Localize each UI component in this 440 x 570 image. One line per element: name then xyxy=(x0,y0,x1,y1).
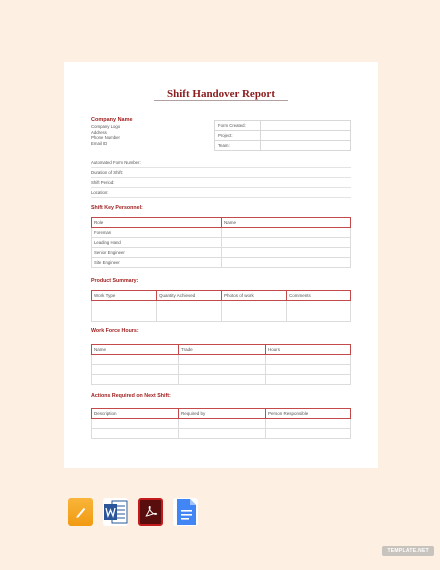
meta-row[interactable] xyxy=(91,178,351,188)
table-cell[interactable] xyxy=(179,355,266,365)
table-cell[interactable] xyxy=(266,365,351,375)
company-line: Email ID xyxy=(91,140,108,146)
form-field-label: Form Created: xyxy=(215,121,261,131)
table-cell[interactable] xyxy=(222,301,287,322)
word-icon[interactable] xyxy=(103,498,128,526)
section-heading-actions: Actions Required on Next Shift: xyxy=(91,393,171,399)
section-heading-product: Product Summary: xyxy=(91,278,139,284)
company-line: Address xyxy=(91,129,107,135)
section-heading-workforce: Work Force Hours: xyxy=(91,328,139,334)
pages-icon[interactable] xyxy=(68,498,93,526)
table-row xyxy=(92,228,351,238)
section-heading-personnel: Shift Key Personnel: xyxy=(91,205,143,211)
table-row xyxy=(92,248,351,258)
table-header: Photos of work xyxy=(222,291,287,301)
table-header: Person Responsible xyxy=(266,409,351,419)
document-page xyxy=(64,62,378,468)
table-cell[interactable] xyxy=(92,375,179,385)
table-cell[interactable] xyxy=(222,248,351,258)
table-row xyxy=(92,301,351,322)
table-cell[interactable] xyxy=(266,355,351,365)
table-row xyxy=(92,429,351,439)
table-cell: Foreman xyxy=(92,228,222,238)
table-header: Role xyxy=(92,218,222,228)
table-row xyxy=(92,258,351,268)
table-cell[interactable] xyxy=(92,301,157,322)
document-title: Shift Handover Report xyxy=(167,88,275,100)
workforce-table xyxy=(91,344,351,385)
table-cell[interactable] xyxy=(92,365,179,375)
meta-row[interactable] xyxy=(91,158,351,168)
google-docs-icon[interactable] xyxy=(173,498,198,526)
product-table xyxy=(91,290,351,322)
table-header: Required by xyxy=(179,409,266,419)
table-row xyxy=(92,365,351,375)
table-cell[interactable] xyxy=(266,429,351,439)
company-name: Company Name xyxy=(91,117,133,123)
table-cell[interactable] xyxy=(222,258,351,268)
form-field-label: Project: xyxy=(215,131,261,141)
table-cell[interactable] xyxy=(92,419,179,429)
meta-label: Duration of Shift: xyxy=(91,170,124,175)
table-cell[interactable] xyxy=(179,365,266,375)
table-cell[interactable] xyxy=(157,301,222,322)
format-icons xyxy=(68,498,198,526)
meta-label: Location: xyxy=(91,190,109,195)
table-header: Hours xyxy=(266,345,351,355)
company-line: Company Logo xyxy=(91,124,121,129)
pdf-icon[interactable] xyxy=(138,498,163,526)
meta-row[interactable] xyxy=(91,188,351,198)
company-line: Phone Number xyxy=(91,135,120,141)
meta-label: Automated Form Number: xyxy=(91,160,141,165)
meta-fields xyxy=(91,158,351,198)
title-underline xyxy=(154,100,288,101)
form-field-value[interactable] xyxy=(261,121,351,131)
company-block xyxy=(91,117,133,146)
table-row xyxy=(92,419,351,429)
meta-label: Shift Period: xyxy=(91,180,115,185)
table-cell[interactable] xyxy=(92,355,179,365)
table-header: Description xyxy=(92,409,179,419)
form-info-table xyxy=(214,120,351,151)
actions-table xyxy=(91,408,351,439)
table-cell: Senior Engineer xyxy=(92,248,222,258)
form-field-value[interactable] xyxy=(261,131,351,141)
table-cell[interactable] xyxy=(266,419,351,429)
table-row xyxy=(92,355,351,365)
table-header: Comments xyxy=(287,291,351,301)
table-header: Name xyxy=(222,218,351,228)
table-cell[interactable] xyxy=(266,375,351,385)
personnel-table xyxy=(91,217,351,268)
table-row xyxy=(92,375,351,385)
watermark-badge: TEMPLATE.NET xyxy=(382,546,434,556)
table-cell[interactable] xyxy=(179,429,266,439)
table-cell[interactable] xyxy=(222,228,351,238)
table-cell: Leading Hand xyxy=(92,238,222,248)
form-field-value[interactable] xyxy=(261,141,351,151)
meta-row[interactable] xyxy=(91,168,351,178)
table-cell[interactable] xyxy=(179,419,266,429)
form-field-label: Team: xyxy=(215,141,261,151)
table-header: Quantity Achieved xyxy=(157,291,222,301)
table-cell[interactable] xyxy=(222,238,351,248)
table-header: Trade xyxy=(179,345,266,355)
table-header: Work Type xyxy=(92,291,157,301)
table-cell[interactable] xyxy=(179,375,266,385)
table-row xyxy=(92,238,351,248)
table-header: Name xyxy=(92,345,179,355)
table-cell[interactable] xyxy=(287,301,351,322)
table-cell: Site Engineer xyxy=(92,258,222,268)
table-cell[interactable] xyxy=(92,429,179,439)
